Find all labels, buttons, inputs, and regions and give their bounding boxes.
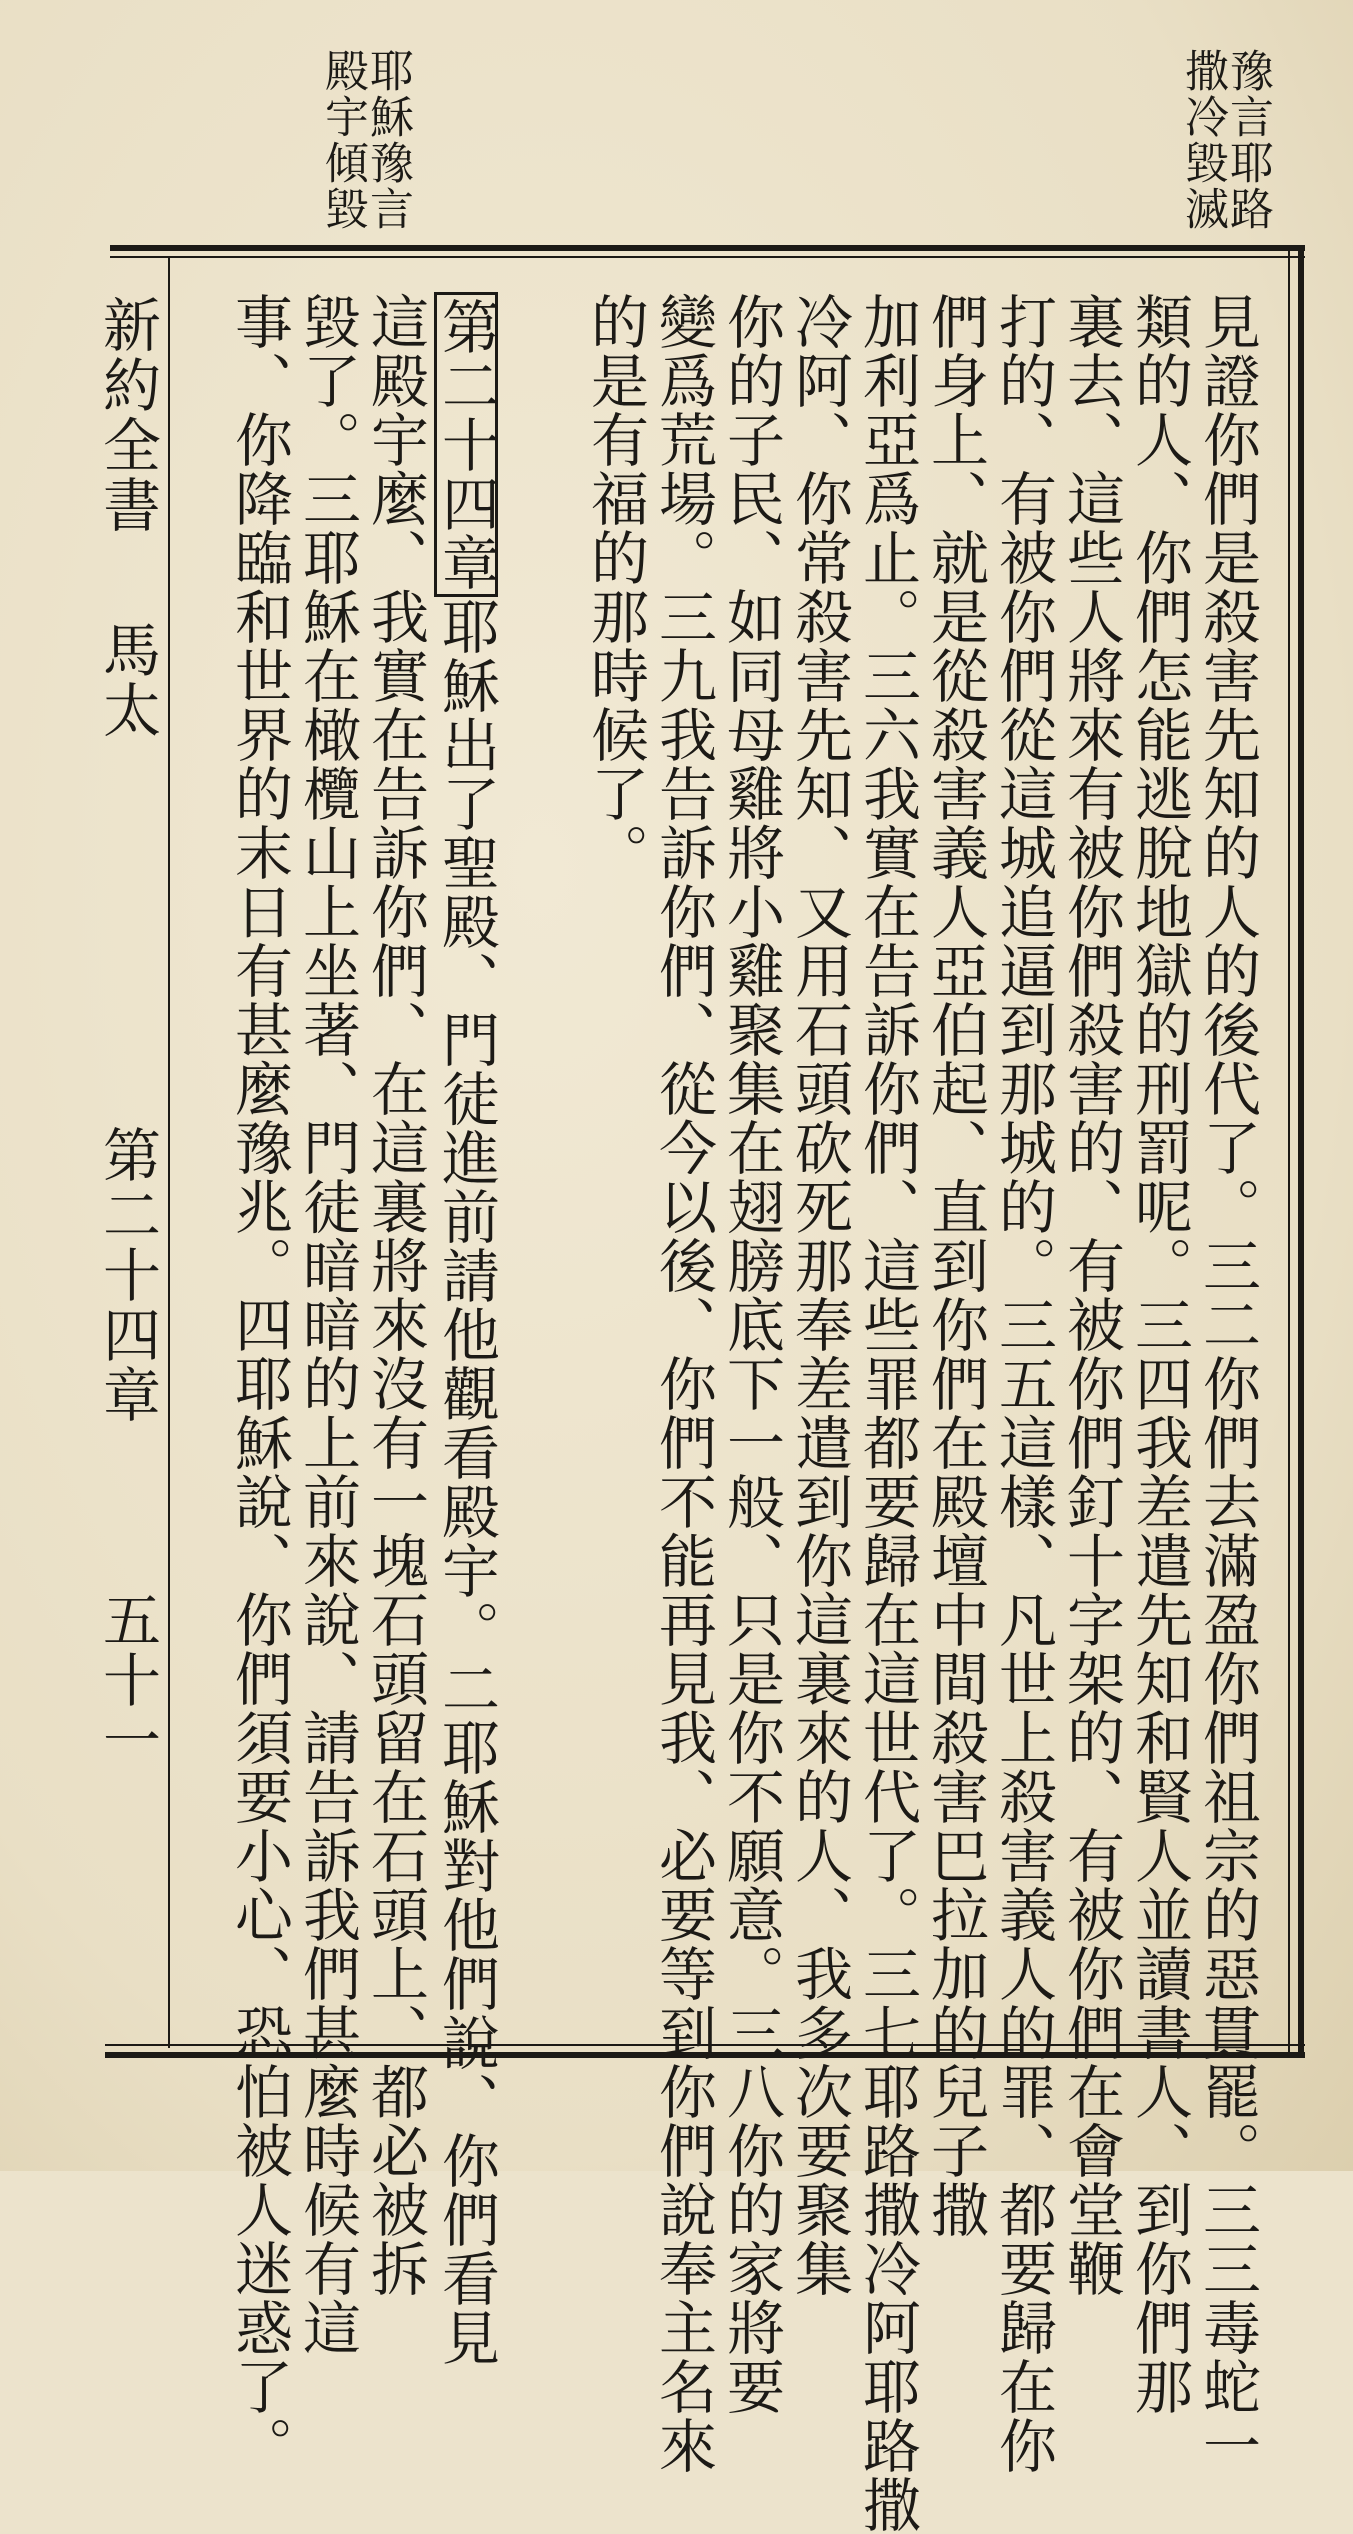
text-line-1: 見證你們是殺害先知的人的後代了。三二你們去滿盈你們祖宗的惡貫罷。三三毒蛇一 — [1193, 292, 1261, 2475]
page-number: 五十一 — [93, 1590, 161, 1770]
chapter-start-line — [434, 292, 498, 2367]
top-note-left-col2: 殿宇傾毀 — [317, 48, 368, 232]
text-line-7: 冷阿、你常殺害先知、又用石頭砍死那奉差遣到你這裏來的人、我多次要聚集 — [785, 292, 853, 2298]
chapter-heading: 第二十四章 — [434, 292, 498, 597]
top-rule-thin — [110, 256, 1305, 258]
running-book-name: 馬太 — [93, 620, 161, 740]
running-title: 新約全書 — [93, 295, 161, 535]
text-line-10: 的是有福的那時候了。 — [581, 292, 649, 882]
running-chapter: 第二十四章 — [93, 1125, 161, 1425]
text-line-4: 打的、有被你們從這城追逼到那城的。三五這樣、凡世上殺害義人的罪、都要歸在你 — [989, 292, 1057, 2475]
chapter-text-line-4: 事、你降臨和世界的末日有甚麼豫兆。四耶穌說、你們須要小心、恐怕被人迷惑了。 — [225, 292, 293, 2475]
margin-divider — [168, 258, 170, 2048]
text-line-6: 加利亞爲止。三六我實在告訴你們、這些罪都要歸在這世代了。三七耶路撒冷阿耶路撒 — [853, 292, 921, 2534]
text-line-9: 變爲荒場。三九我告訴你們、從今以後、你們不能再見我、必要等到你們說奉主名來 — [649, 292, 717, 2475]
top-note-left-col1: 耶穌豫言 — [362, 48, 413, 232]
text-line-3: 裏去、這些人將來有被你們殺害的、有被你們釘十字架的、有被你們在會堂鞭 — [1057, 292, 1125, 2298]
top-rule — [110, 245, 1305, 251]
top-note-right-col2: 撒冷毀滅 — [1177, 48, 1228, 232]
right-rule-thin — [1288, 245, 1290, 2058]
chapter-text-line-3: 毀了。三耶穌在橄欖山上坐著、門徒暗暗的上前來說、請告訴我們甚麼時候有這 — [293, 292, 361, 2357]
right-rule — [1298, 245, 1304, 2058]
text-line-8: 你的子民、如同母雞將小雞聚集在翅膀底下一般、只是你不願意。三八你的家將要 — [717, 292, 785, 2416]
chapter-text-line-2: 這殿宇麼、我實在告訴你們、在這裏將來沒有一塊石頭留在石頭上、都必被拆 — [361, 292, 429, 2298]
top-note-right-col1: 豫言耶路 — [1222, 48, 1273, 232]
text-line-5: 們身上、就是從殺害義人亞伯起、直到你們在殿壇中間殺害巴拉加的兒子撒 — [921, 292, 989, 2239]
chapter-text-line-1: 耶穌出了聖殿、門徒進前請他觀看殿宇。二耶穌對他們說、你們看見 — [432, 597, 500, 2367]
text-line-2: 類的人、你們怎能逃脫地獄的刑罰呢。三四我差遣先知和賢人並讀書人、到你們那 — [1125, 292, 1193, 2416]
